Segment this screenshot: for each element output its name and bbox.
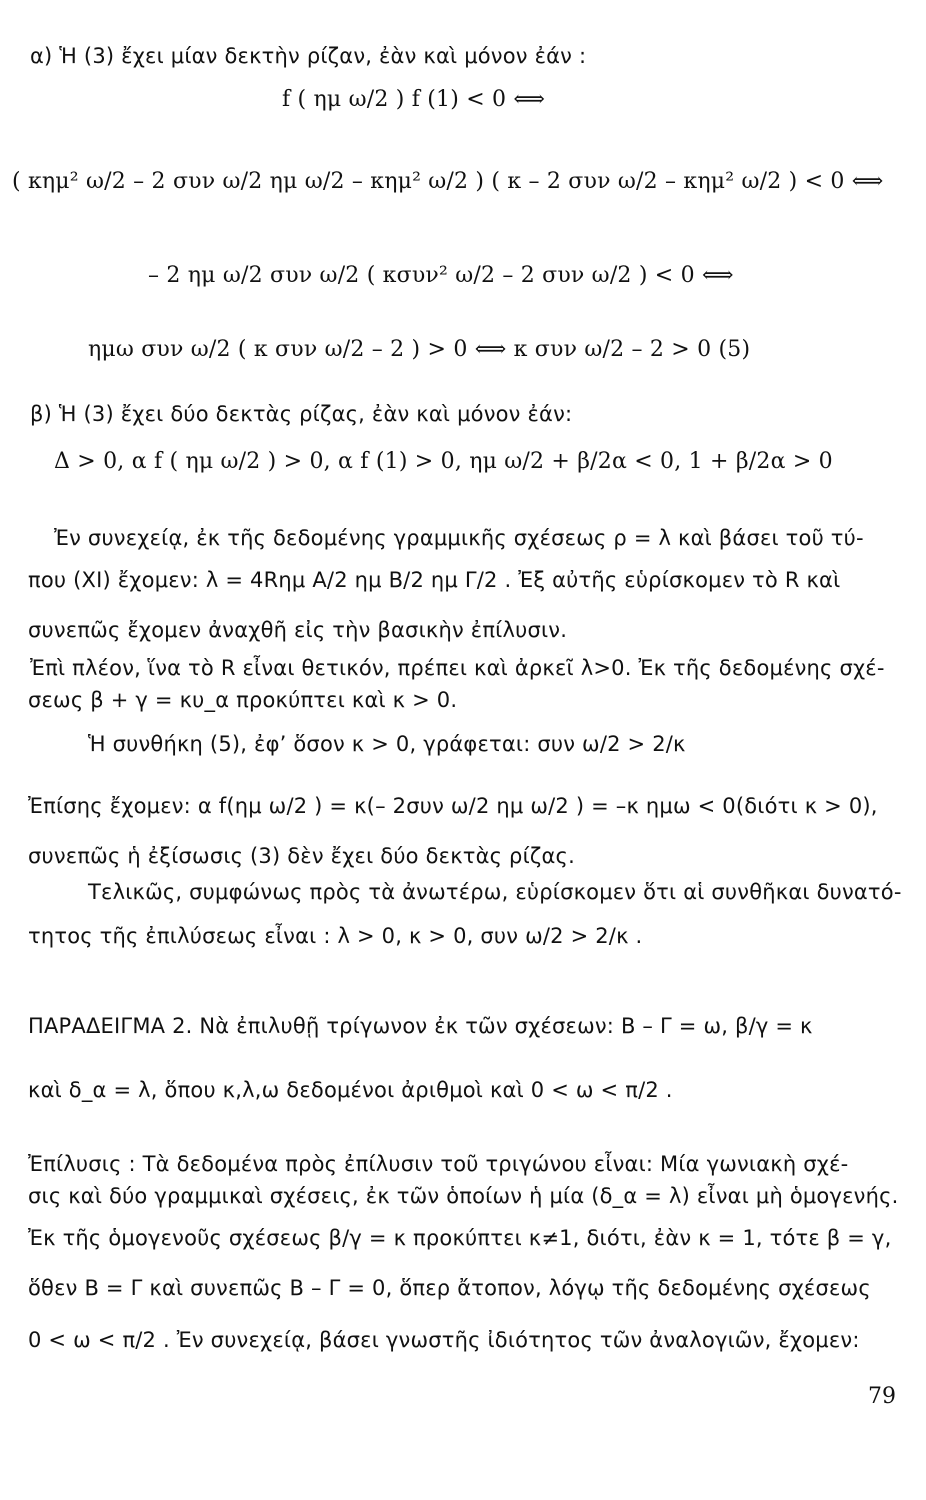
text-line: Ἐπίσης ἔχομεν: α f(ημ ω/2 ) = κ(– 2συν ω/2 ημ ω/2 ) = –κ ημω < 0(διότι κ > 0), [28,794,878,818]
text-line: καὶ δ_α = λ, ὅπου κ,λ,ω δεδομένοι ἀριθμοὶ καὶ 0 < ω < π/2 . [28,1078,673,1102]
math-line: f ( ημ ω/2 ) f (1) < 0 ⟺ [282,87,546,112]
math-line: – 2 ημ ω/2 συν ω/2 ( κσυν² ω/2 – 2 συν ω/2 ) < 0 ⟺ [148,263,734,288]
text-line: α) Ἡ (3) ἔχει μίαν δεκτὴν ρίζαν, ἐὰν καὶ μόνον ἐάν : [30,44,587,68]
text-line: Ἡ συνθήκη (5), ἐφ’ ὅσον κ > 0, γράφεται: συν ω/2 > 2/κ [88,732,686,756]
text-line: Ἐκ τῆς ὁμογενοῦς σχέσεως β/γ = κ προκύπτει κ≠1, διότι, ἐὰν κ = 1, τότε β = γ, [28,1226,892,1250]
math-line: ημω συν ω/2 ( κ συν ω/2 – 2 ) > 0 ⟺ κ συν ω/2 – 2 > 0 (5) [88,337,751,362]
text-line: 0 < ω < π/2 . Ἐν συνεχείᾳ, βάσει γνωστῆς ἰδιότητος τῶν ἀναλογιῶν, ἔχομεν: [28,1328,860,1352]
text-line: συνεπῶς ἡ ἐξίσωσις (3) δὲν ἔχει δύο δεκτὰς ρίζας. [28,844,575,868]
text-line: σις καὶ δύο γραμμικαὶ σχέσεις, ἐκ τῶν ὁποίων ἡ μία (δ_α = λ) εἶναι μὴ ὁμογενής. [28,1184,899,1208]
text-line: Ἐπίλυσις : Τὰ δεδομένα πρὸς ἐπίλυσιν τοῦ τριγώνου εἶναι: Μία γωνιακὴ σχέ- [28,1152,849,1176]
text-line: που (ΧΙ) ἔχομεν: λ = 4Rημ Α/2 ημ Β/2 ημ Γ/2 . Ἐξ αὐτῆς εὑρίσκομεν τὸ R καὶ [28,568,841,592]
text-line: β) Ἡ (3) ἔχει δύο δεκτὰς ρίζας, ἐὰν καὶ μόνον ἐάν: [30,402,573,426]
text-line: σεως β + γ = κυ_α προκύπτει καὶ κ > 0. [28,688,458,712]
page-number: 79 [868,1384,896,1409]
text-line: Ἐπὶ πλέον, ἵνα τὸ R εἶναι θετικόν, πρέπει καὶ ἀρκεῖ λ>0. Ἐκ τῆς δεδομένης σχέ- [30,656,885,680]
math-line: Δ > 0, α f ( ημ ω/2 ) > 0, α f (1) > 0, ημ ω/2 + β/2α < 0, 1 + β/2α > 0 [54,449,833,474]
text-line: τητος τῆς ἐπιλύσεως εἶναι : λ > 0, κ > 0, συν ω/2 > 2/κ . [28,924,643,948]
math-line: ( κημ² ω/2 – 2 συν ω/2 ημ ω/2 – κημ² ω/2 ) ( κ – 2 συν ω/2 – κημ² ω/2 ) < 0 ⟺ [12,169,884,194]
text-line: Τελικῶς, συμφώνως πρὸς τὰ ἀνωτέρω, εὑρίσκομεν ὅτι αἱ συνθῆκαι δυνατό- [88,880,902,904]
text-line: συνεπῶς ἔχομεν ἀναχθῆ εἰς τὴν βασικὴν ἐπίλυσιν. [28,618,568,642]
example-heading: ΠΑΡΑΔΕΙΓΜΑ 2. Νὰ ἐπιλυθῇ τρίγωνον ἐκ τῶν σχέσεων: Β – Γ = ω, β/γ = κ [28,1014,813,1038]
text-line: Ἐν συνεχείᾳ, ἐκ τῆς δεδομένης γραμμικῆς σχέσεως ρ = λ καὶ βάσει τοῦ τύ- [54,526,864,550]
text-line: ὅθεν Β = Γ καὶ συνεπῶς Β – Γ = 0, ὅπερ ἄτοπον, λόγῳ τῆς δεδομένης σχέσεως [28,1276,871,1300]
